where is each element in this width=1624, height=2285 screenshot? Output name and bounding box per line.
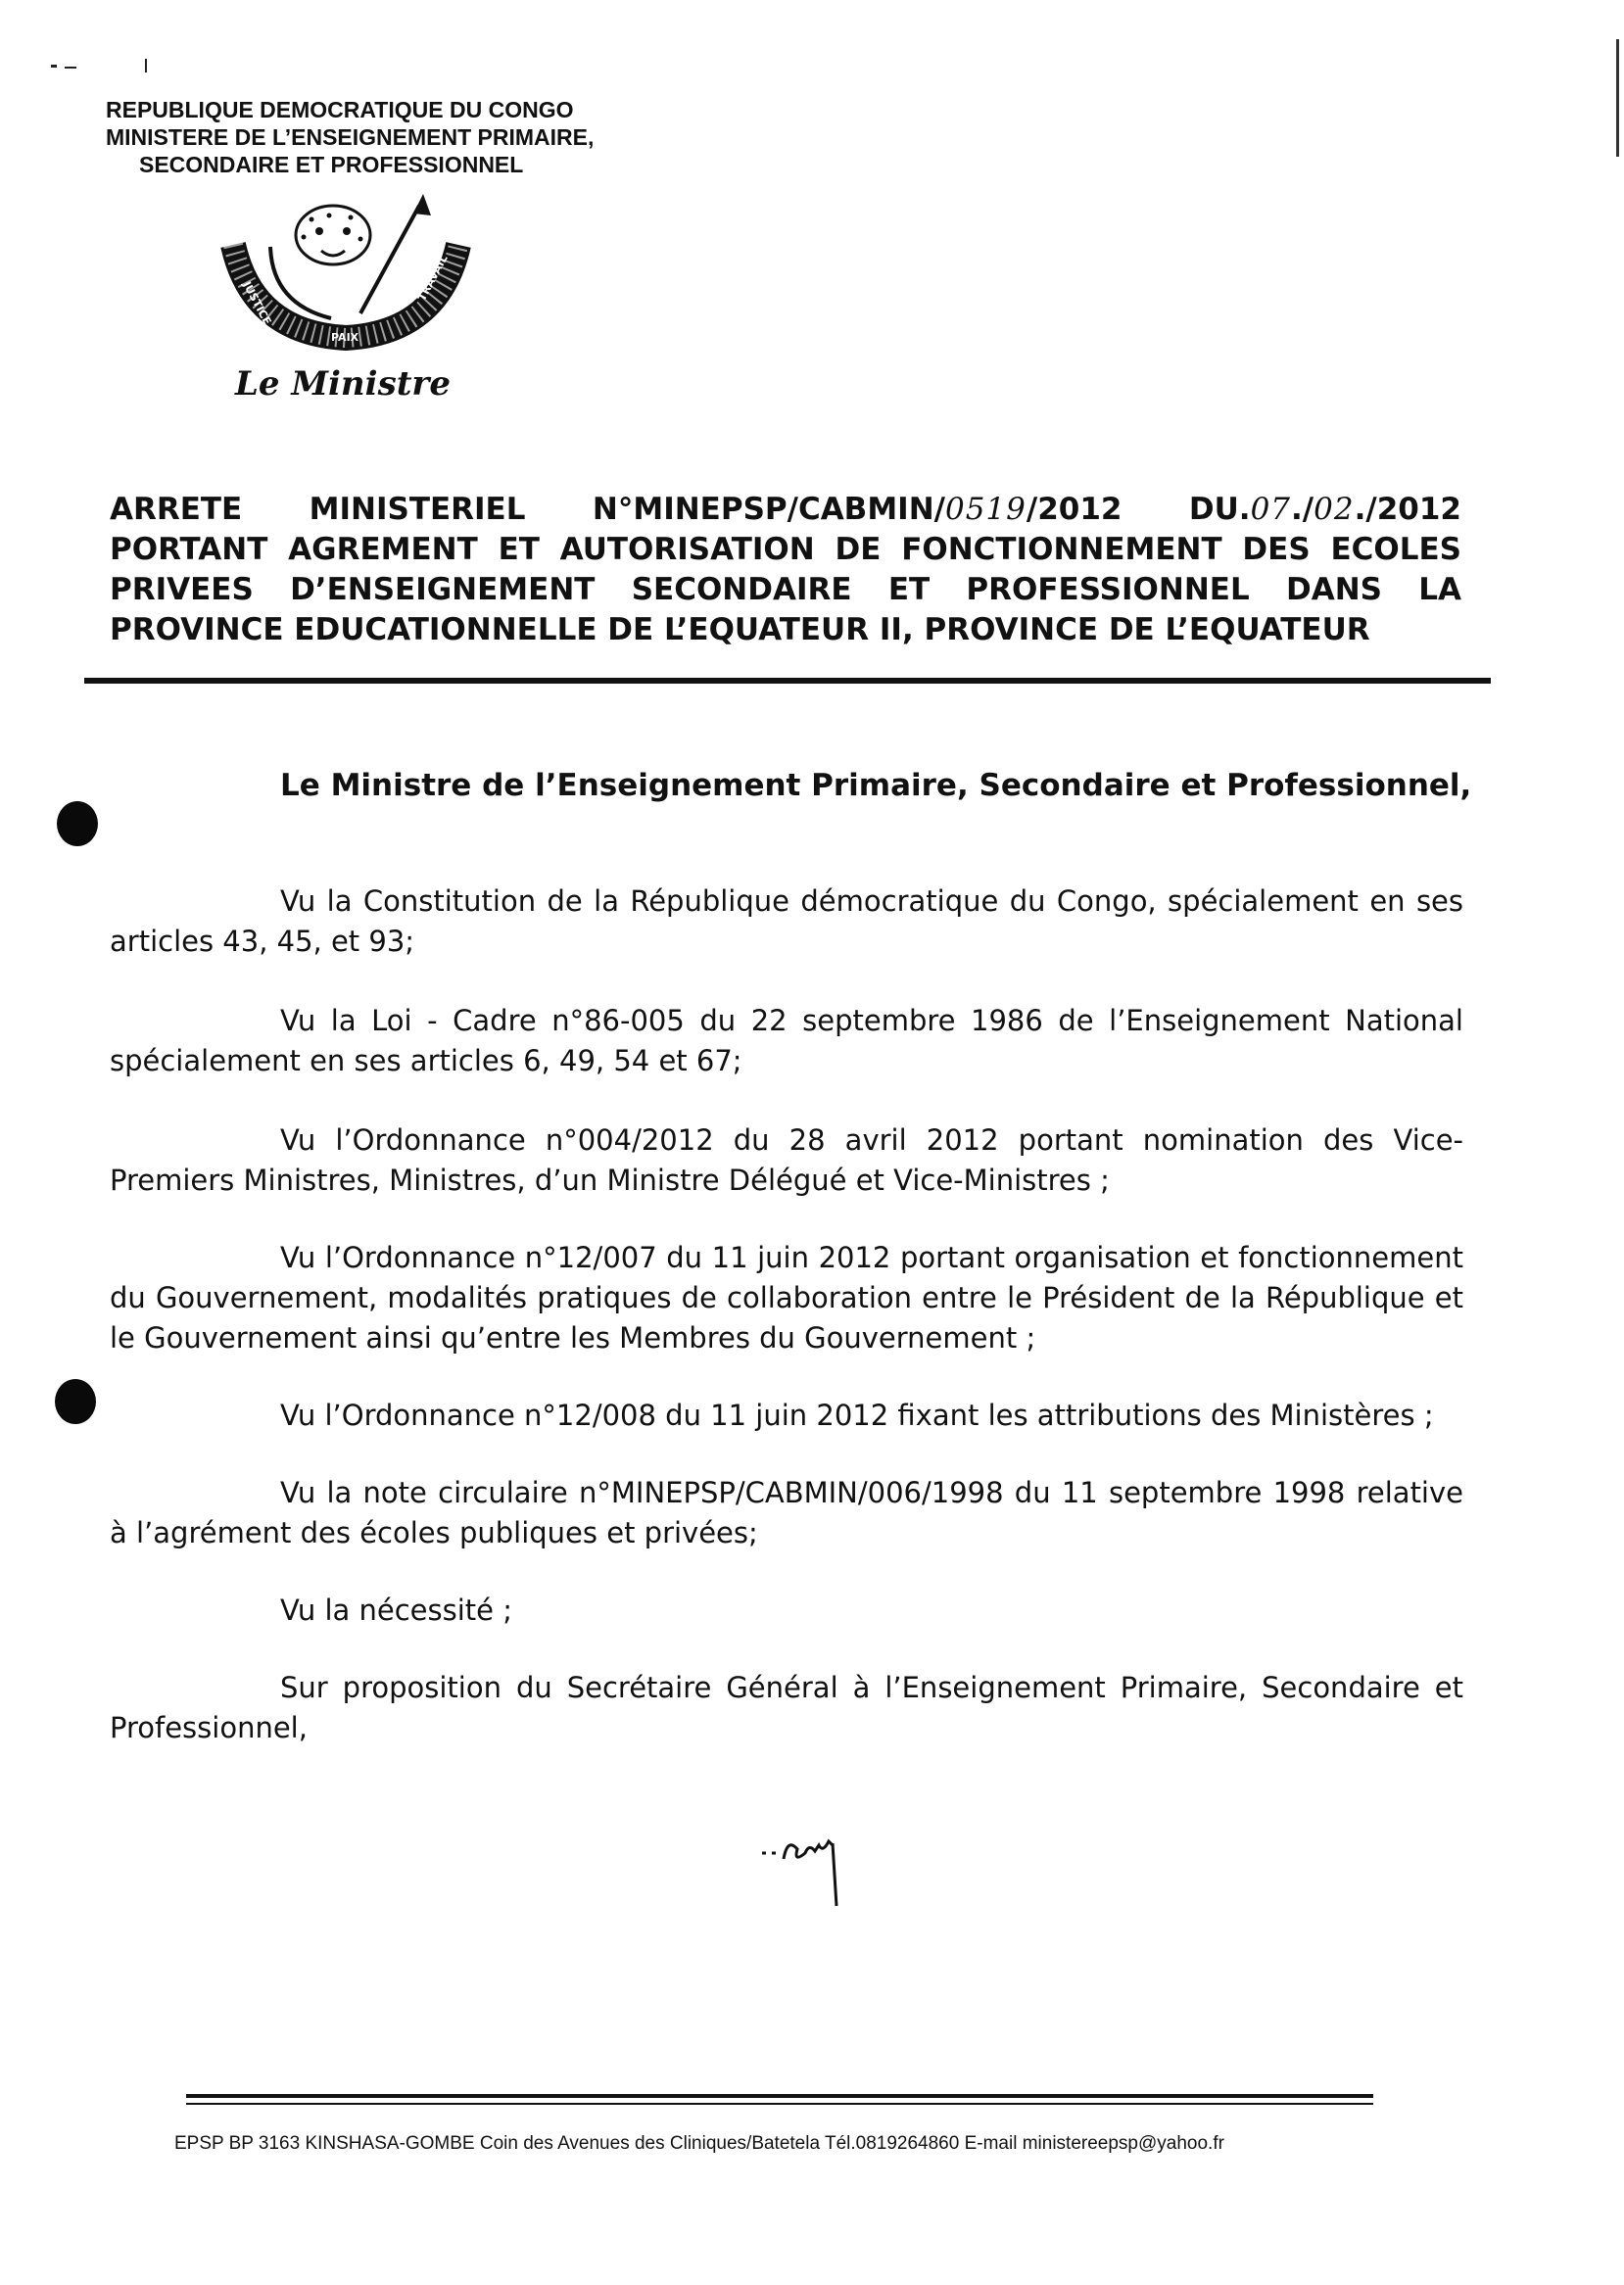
paragraph-constitution: Vu la Constitution de la République démocratique du Congo, spécialement en ses articles 43, 45, et 93; (110, 884, 1463, 958)
title-line-3 (110, 570, 1461, 610)
date-day-handwritten: 07 (1250, 492, 1292, 527)
punch-hole-mark (57, 801, 98, 846)
letterhead-ministry: MINISTERE DE L’ENSEIGNEMENT PRIMAIRE, (106, 124, 595, 150)
ribbon-text-right: TRAVAIL (415, 253, 451, 304)
title-line-2 (110, 530, 1461, 570)
coat-of-arms-emblem (214, 186, 478, 353)
footer-rule (186, 2094, 1373, 2098)
handwritten-initials (754, 1824, 862, 1912)
decree-date (1189, 490, 1461, 530)
date-prefix: DU. (1188, 492, 1251, 527)
title-line-4-text: PROVINCE EDUCATIONNELLE DE L’EQUATEUR II, PROVINCE DE L’EQUATEUR (110, 612, 1370, 647)
decree-body (110, 881, 1463, 1748)
footer-rule-thin (186, 2103, 1373, 2105)
minister-heading: Le Ministre (235, 364, 451, 404)
date-year: ./2012 (1354, 492, 1461, 527)
date-month-handwritten: 02 (1314, 492, 1355, 527)
title-line-2-text: PORTANT AGREMENT ET AUTORISATION DE FONCTIONNEMENT DES ECOLES (110, 532, 1461, 567)
scan-edge-mark (1616, 39, 1619, 157)
title-line-3-text: PRIVEES D’ENSEIGNEMENT SECONDAIRE ET PROFESSIONNEL DANS LA (110, 572, 1461, 607)
scan-speck (51, 65, 57, 68)
paragraph-note-circulaire: Vu la note circulaire n°MINEPSP/CABMIN/006/1998 du 11 septembre 1998 relative à l’agrément des écoles publiques et privées; (110, 1476, 1463, 1549)
letterhead (106, 96, 713, 178)
minister-statement: Le Ministre de l’Enseignement Primaire, Secondaire et Professionnel, (280, 768, 1472, 803)
title-word-arrete: ARRETE (110, 492, 243, 527)
title-divider (84, 678, 1491, 684)
decree-title (110, 490, 1461, 650)
title-word-ministeriel: MINISTERIEL (309, 492, 526, 527)
paragraph-proposition: Sur proposition du Secrétaire Général à l’Enseignement Primaire, Secondaire et Professionnel, (110, 1671, 1463, 1744)
paragraph-ordonnance-007: Vu l’Ordonnance n°12/007 du 11 juin 2012 portant organisation et fonctionnement du Gouvernement, modalités pratiques de collaboration entre le Président de la République et le Gouvernement ainsi qu’entre les Membres du Gouvernement ; (110, 1241, 1463, 1355)
decree-reference (593, 490, 1122, 530)
reference-number-handwritten: 0519 (944, 492, 1027, 527)
ribbon-text-left: JUSTICE (240, 279, 274, 327)
reference-prefix: N°MINEPSP/CABMIN/ (592, 492, 945, 527)
letterhead-country: REPUBLIQUE DEMOCRATIQUE DU CONGO (106, 97, 574, 122)
paragraph-necessite: Vu la nécessité ; (280, 1594, 512, 1627)
paragraph-ordonnance-004: Vu l’Ordonnance n°004/2012 du 28 avril 2012 portant nomination des Vice-Premiers Ministres, Ministres, d’un Ministre Délégué et Vice-Ministres ; (110, 1123, 1463, 1197)
ribbon-text-center: PAIX (331, 331, 359, 344)
date-separator: ./ (1291, 492, 1314, 527)
reference-year: /2012 (1026, 492, 1122, 527)
title-line-4 (110, 610, 1461, 650)
footer-address: EPSP BP 3163 KINSHASA-GOMBE Coin des Avenues des Cliniques/Batetela Tél.0819264860 E-mail ministereepsp@yahoo.fr (174, 2133, 1224, 2154)
punch-hole-mark (55, 1379, 96, 1424)
letterhead-ministry-cont: SECONDAIRE ET PROFESSIONNEL (139, 152, 524, 177)
scan-speck (145, 59, 147, 72)
scan-speck (65, 67, 76, 69)
paragraph-loi-cadre: Vu la Loi - Cadre n°86-005 du 22 septembre 1986 de l’Enseignement National spécialement en ses articles 6, 49, 54 et 67; (110, 1004, 1463, 1077)
paragraph-ordonnance-008: Vu l’Ordonnance n°12/008 du 11 juin 2012 fixant les attributions des Ministères ; (280, 1399, 1434, 1432)
title-line-1 (110, 490, 1461, 530)
